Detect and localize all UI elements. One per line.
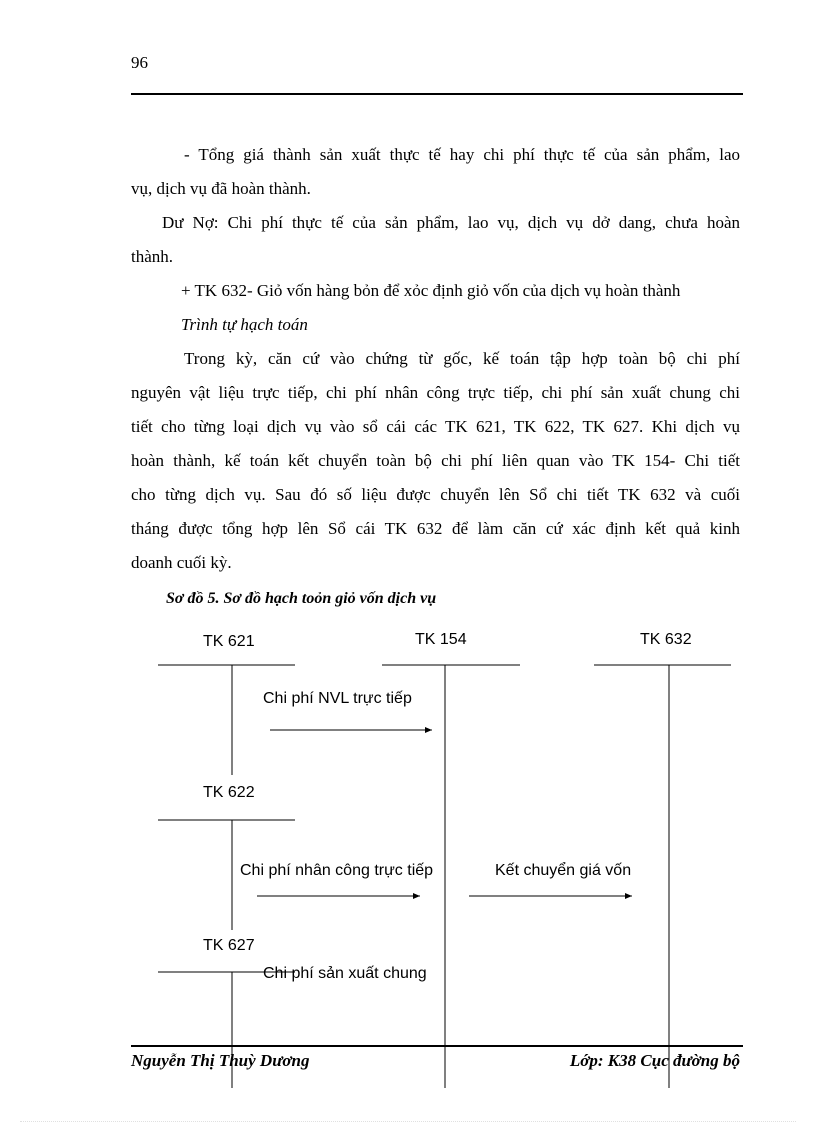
diagram-caption: Sơ đồ 5. Sơ đồ hạch toỏn giỏ vốn dịch vụ: [166, 590, 437, 607]
account-label-tk621: TK 621: [203, 633, 255, 650]
procedure-line: tiết cho từng loại dịch vụ vào sổ cái các TK 621, TK 622, TK 627. Khi dịch vụ: [131, 417, 740, 436]
page-bottom-divider: [20, 1121, 796, 1122]
flow-label-labor: Chi phí nhân công trực tiếp: [240, 862, 434, 879]
account-label-tk154: TK 154: [415, 631, 467, 648]
flow-label-overhead: Chi phí sản xuất chung: [263, 965, 427, 982]
paragraph-line: Dư Nợ: Chi phí thực tế của sản phẩm, lao vụ, dịch vụ dở dang, chưa hoàn: [162, 213, 740, 232]
paragraph-line: - Tổng giá thành sản xuất thực tế hay chi phí thực tế của sản phẩm, lao: [184, 145, 740, 164]
procedure-line: doanh cuối kỳ.: [131, 553, 232, 572]
procedure-line: tháng được tổng hợp lên Sổ cái TK 632 để làm căn cứ xác định kết quả kinh: [131, 519, 740, 538]
flow-label-transfer: Kết chuyển giá vốn: [495, 862, 632, 879]
account-label-tk622: TK 622: [203, 784, 255, 801]
account-label-tk627: TK 627: [203, 937, 255, 954]
footer-rule: [131, 1045, 743, 1047]
procedure-line: hoàn thành, kế toán kết chuyển toàn bộ chi phí liên quan vào TK 154- Chi tiết: [131, 451, 740, 470]
footer-class: Lớp: K38 Cục đường bộ: [569, 1051, 740, 1070]
paragraph-line: + TK 632- Giỏ vốn hàng bỏn để xỏc định giỏ vốn của dịch vụ hoàn thành: [181, 281, 681, 300]
subheading: Trình tự hạch toán: [181, 315, 308, 334]
procedure-line: Trong kỳ, căn cứ vào chứng từ gốc, kế toán tập hợp toàn bộ chi phí: [184, 349, 740, 368]
procedure-line: nguyên vật liệu trực tiếp, chi phí nhân công trực tiếp, chi phí sản xuất chung chi: [131, 383, 740, 402]
paragraph-line: vụ, dịch vụ đã hoàn thành.: [131, 179, 311, 198]
flow-label-nvl: Chi phí NVL trực tiếp: [263, 690, 412, 707]
footer-author: Nguyễn Thị Thuỳ Dương: [131, 1051, 310, 1070]
page-number: 96: [131, 53, 148, 72]
account-label-tk632: TK 632: [640, 631, 692, 648]
procedure-line: cho từng dịch vụ. Sau đó số liệu được chuyển lên Sổ chi tiết TK 632 và cuối: [131, 485, 740, 504]
paragraph-line: thành.: [131, 247, 174, 266]
